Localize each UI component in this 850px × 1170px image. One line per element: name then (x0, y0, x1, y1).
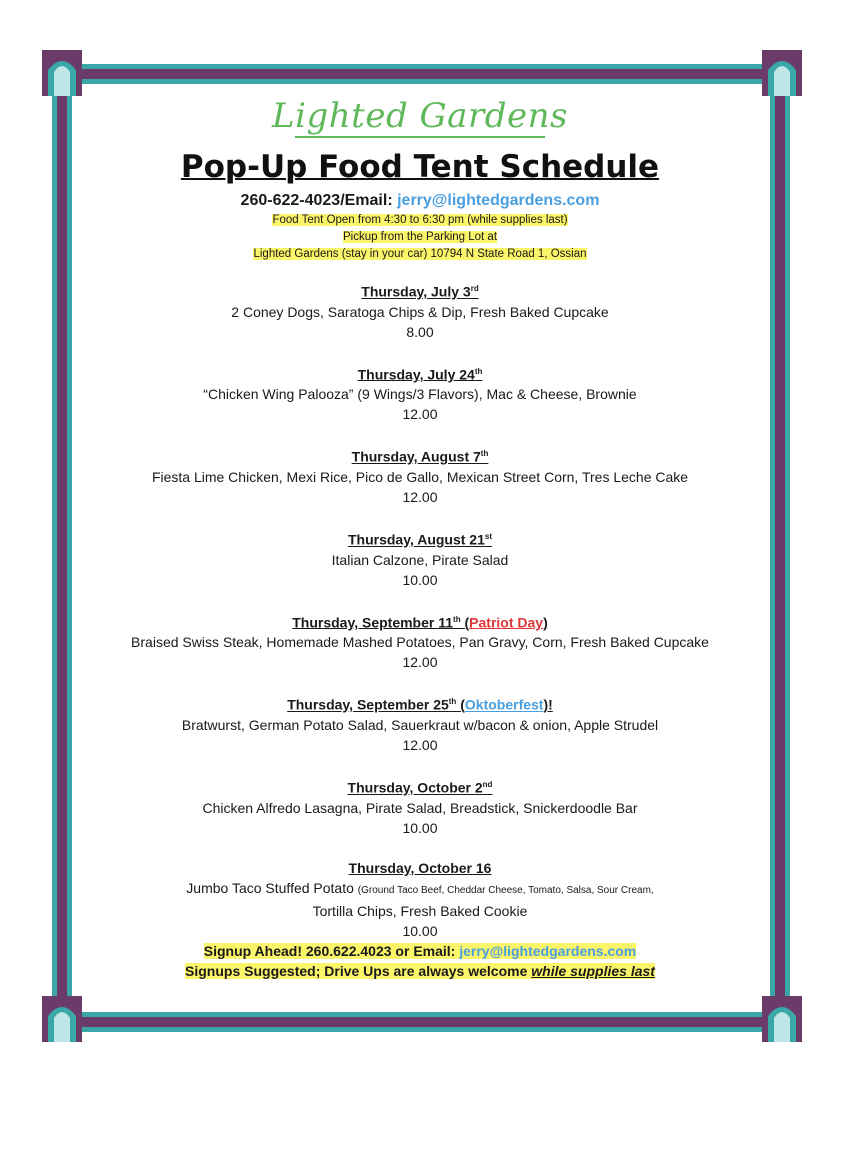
page-title: Pop-Up Food Tent Schedule (180, 149, 660, 185)
event-date: Thursday, September 25th (Oktoberfest)! (287, 696, 553, 713)
email-link[interactable]: jerry@lightedgardens.com (397, 192, 600, 209)
event-price: 12.00 (402, 654, 438, 671)
supplies-note: while supplies last (531, 962, 655, 979)
signup-footer (90, 941, 750, 981)
event-menu: Bratwurst, German Potato Salad, Sauerkraut w/bacon & onion, Apple Strudel (181, 716, 659, 733)
info-block (90, 212, 750, 263)
flyer-content (90, 96, 750, 981)
signup-note: Signups Suggested; Drive Ups are always welcome while supplies last (185, 962, 655, 979)
event-date: Thursday, September 11th (Patriot Day) (292, 614, 548, 631)
event-menu: “Chicken Wing Palooza” (9 Wings/3 Flavors), Mac & Cheese, Brownie (203, 386, 637, 403)
event-item (90, 444, 750, 507)
event-date: Thursday, October 2nd (347, 779, 493, 796)
event-menu: Braised Swiss Steak, Homemade Mashed Potatoes, Pan Gravy, Corn, Fresh Baked Cupcake (131, 634, 709, 651)
event-item (90, 362, 750, 425)
signup-line: Signup Ahead! 260.622.4023 or Email: jerry@lightedgardens.com (203, 942, 637, 959)
hours-line: Food Tent Open from 4:30 to 6:30 pm (while supplies last) (272, 214, 568, 226)
event-item (90, 610, 750, 673)
event-menu: Jumbo Taco Stuffed Potato (Ground Taco Beef, Cheddar Cheese, Tomato, Salsa, Sour Cream, (186, 879, 654, 896)
event-menu: Italian Calzone, Pirate Salad (331, 551, 509, 568)
event-date: Thursday, August 21st (347, 531, 493, 548)
frame-corner-top-left-icon (42, 50, 82, 96)
phone-label: 260-622-4023/Email: (240, 192, 393, 209)
event-item (90, 279, 750, 342)
event-item (90, 692, 750, 755)
event-tag: Oktoberfest (464, 696, 544, 713)
event-date: Thursday, October 16 (348, 859, 492, 876)
address-line: Lighted Gardens (stay in your car) 10794 N State Road 1, Ossian (253, 248, 587, 260)
event-menu: 2 Coney Dogs, Saratoga Chips & Dip, Fresh Baked Cupcake (231, 303, 609, 320)
logo-underline (295, 136, 545, 138)
event-date: Thursday, July 24th (357, 366, 483, 383)
event-menu: Chicken Alfredo Lasagna, Pirate Salad, Breadstick, Snickerdoodle Bar (202, 799, 638, 816)
event-price: 12.00 (402, 488, 438, 505)
event-list (90, 279, 750, 941)
event-item (90, 527, 750, 590)
logo-wordmark: Lighted Gardens (272, 96, 568, 136)
contact-line (90, 190, 750, 212)
event-price: 12.00 (402, 406, 438, 423)
footer-email-link[interactable]: jerry@lightedgardens.com (459, 942, 637, 959)
event-date: Thursday, August 7th (351, 448, 489, 465)
frame-corner-bottom-left-icon (42, 996, 82, 1042)
event-menu-detail: (Ground Taco Beef, Cheddar Cheese, Tomato, Salsa, Sour Cream, (357, 884, 654, 896)
event-date: Thursday, July 3rd (361, 283, 479, 300)
event-price: 12.00 (402, 736, 438, 753)
event-price: 10.00 (402, 571, 438, 588)
event-tag: Patriot Day (469, 614, 544, 631)
event-price: 8.00 (406, 323, 434, 340)
event-menu-continued: Tortilla Chips, Fresh Baked Cookie (312, 902, 528, 919)
frame-top-bar (60, 64, 788, 84)
event-menu: Fiesta Lime Chicken, Mexi Rice, Pico de Gallo, Mexican Street Corn, Tres Leche Cake (151, 468, 689, 485)
event-item (90, 858, 750, 941)
frame-corner-top-right-icon (762, 50, 802, 96)
pickup-line: Pickup from the Parking Lot at (342, 231, 498, 243)
frame-corner-bottom-right-icon (762, 996, 802, 1042)
event-price: 10.00 (402, 819, 438, 836)
event-price: 10.00 (402, 922, 438, 939)
frame-bottom-bar (60, 1012, 788, 1032)
event-item (90, 775, 750, 838)
